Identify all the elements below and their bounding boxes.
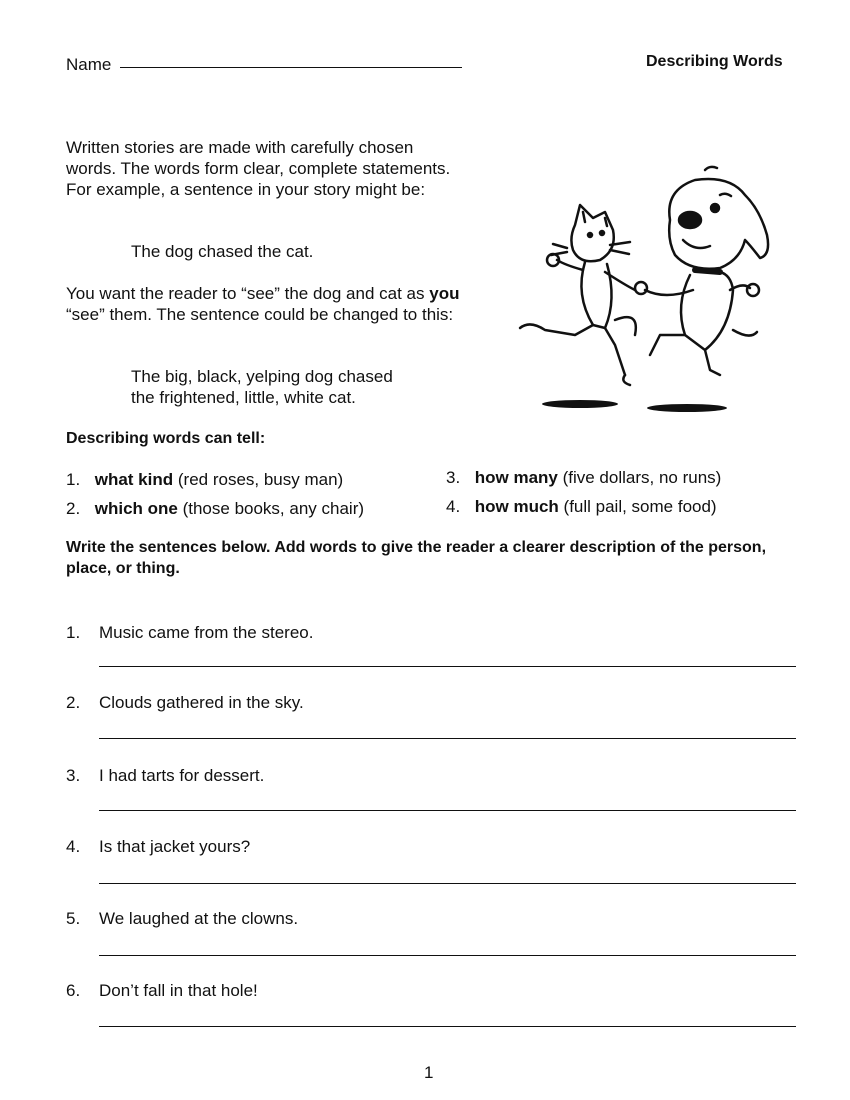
example2-line1: The big, black, yelping dog chased <box>131 367 393 386</box>
point-bold: how much <box>474 497 559 516</box>
worksheet-title: Describing Words <box>646 53 783 70</box>
example-sentence-described <box>131 366 393 408</box>
exercise-sentence: I had tarts for dessert. <box>99 766 265 785</box>
exercise-number: 5. <box>66 909 81 928</box>
answer-line[interactable] <box>99 810 796 811</box>
exercise-sentence: Don’t fall in that hole! <box>99 981 258 1000</box>
exercise-sentence: Music came from the stereo. <box>99 623 314 642</box>
answer-line[interactable] <box>99 1026 796 1027</box>
point-examples: (five dollars, no runs) <box>562 468 722 487</box>
point-examples: (red roses, busy man) <box>177 470 344 489</box>
point-bold: which one <box>94 499 178 518</box>
example2-line2: the frightened, little, white cat. <box>131 388 356 407</box>
point-number: 3. <box>446 468 461 487</box>
point-number: 2. <box>66 499 81 518</box>
point-bold: what kind <box>94 470 174 489</box>
page-number: 1 <box>424 1063 434 1082</box>
name-line <box>120 67 462 68</box>
name-label: Name <box>66 55 112 74</box>
point-item <box>66 469 343 490</box>
exercise-number: 2. <box>66 693 81 712</box>
dog-and-cat-running-illustration <box>505 160 785 415</box>
point-item <box>446 467 721 488</box>
answer-line[interactable] <box>99 883 796 884</box>
point-item <box>66 498 364 519</box>
answer-line[interactable] <box>99 738 796 739</box>
point-examples: (full pail, some food) <box>563 497 717 516</box>
answer-line[interactable] <box>99 955 796 956</box>
exercise-sentence: Is that jacket yours? <box>99 837 251 856</box>
intro-paragraph-2 <box>66 283 466 325</box>
point-number: 4. <box>446 497 461 516</box>
point-item <box>446 496 717 517</box>
exercise-instructions: Write the sentences below. Add words to give the reader a clearer description of the person, place, or thing. <box>66 539 767 577</box>
para2-start: You want the reader to “see” the dog and cat as <box>66 284 425 303</box>
point-bold: how many <box>474 468 558 487</box>
para2-end: “see” them. The sentence could be changed to this: <box>66 305 454 324</box>
exercise-number: 4. <box>66 837 81 856</box>
intro-paragraph: Written stories are made with carefully chosen words. The words form clear, complete statements. For example, a sentence in your story might be: <box>66 138 451 199</box>
example-sentence-plain: The dog chased the cat. <box>131 242 314 261</box>
answer-line[interactable] <box>99 666 796 667</box>
exercise-number: 6. <box>66 981 81 1000</box>
exercise-sentence: Clouds gathered in the sky. <box>99 693 304 712</box>
point-number: 1. <box>66 470 81 489</box>
exercise-sentence: We laughed at the clowns. <box>99 909 299 928</box>
describing-words-subheading: Describing words can tell: <box>66 430 266 447</box>
exercise-number: 1. <box>66 623 81 642</box>
point-examples: (those books, any chair) <box>182 499 365 518</box>
exercise-number: 3. <box>66 766 81 785</box>
para2-bold-you: you <box>429 284 460 303</box>
